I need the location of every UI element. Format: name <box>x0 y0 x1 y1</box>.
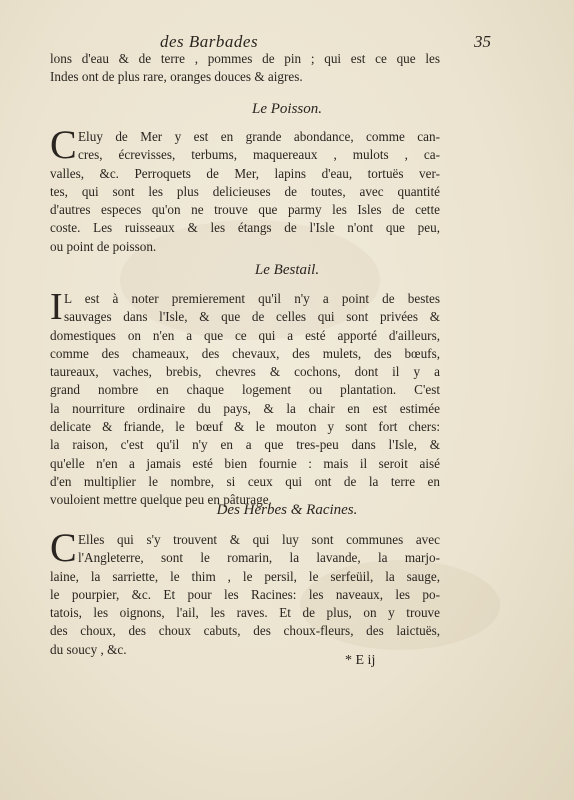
text-line: domestiques on n'en a que ce qui a esté apporté d'ailleurs, <box>50 327 440 343</box>
text-line: lons d'eau & de terre , pommes de pin ; qui est ce que les <box>50 51 440 66</box>
text-line: coste. Les ruisseaux & les étangs de l'Isle n'ont que peu, <box>50 220 440 236</box>
text-line: Indes ont de plus rare, oranges douces & aigres. <box>50 69 303 85</box>
text-line: la nourriture ordinaire du pays, & la chair en est estimée <box>50 400 440 416</box>
text-line: Eluy de Mer y est en grande abondance, comme can- <box>78 129 440 144</box>
text-line: delicate & friande, le bœuf & le mouton y sont fort chers: <box>50 419 440 435</box>
section-heading-bestail: Le Bestail. <box>254 262 320 278</box>
text-line: tes, qui sont les plus delicieuses de toutes, avec quantité <box>50 183 440 199</box>
drop-cap: C <box>50 525 77 570</box>
drop-cap: I <box>50 286 63 328</box>
signature-mark: * E ij <box>345 653 376 668</box>
text-line: cres, écrevisses, terbums, maquereaux , mulots , ca- <box>78 147 440 163</box>
section-paragraph-herbes <box>50 525 440 659</box>
text-line: comme des chameaux, des chevaux, des mulets, des bœufs, <box>50 345 440 361</box>
section-heading-herbes: Des Herbes & Racines. <box>216 502 358 518</box>
text-line: d'en multiplier le nombre, si ceux qui ont de la terre en <box>50 473 440 489</box>
section-heading-poisson: Le Poisson. <box>251 101 322 117</box>
text-line: L est à noter premierement qu'il n'y a point de bestes <box>64 291 440 306</box>
text-line: taureaux, vaches, brebis, chevres & cochons, dont il y a <box>50 364 440 380</box>
section-paragraph-poisson <box>50 122 440 256</box>
text-line: tatois, les oignons, l'ail, les raves. Et de plus, on y trouve <box>50 605 440 621</box>
text-line: la raison, c'est qu'il n'y en a que tres-peu dans l'Isle, & <box>50 437 440 453</box>
text-line: sauvages dans l'Isle, & que de celles qui sont privées & <box>64 309 440 325</box>
text-line: d'autres especes qu'on ne trouve que parmy les Isles de cette <box>50 202 440 218</box>
running-head-title: des Barbades <box>160 32 259 51</box>
text-line: l'Angleterre, sont le romarin, la lavande, la marjo- <box>78 550 440 566</box>
text-line: qu'elle n'en a jamais esté bien fournie : mais il seroit aisé <box>50 455 440 471</box>
text-line: valles, &c. Perroquets de Mer, lapins d'eau, tortuës ver- <box>50 165 440 181</box>
page-number: 35 <box>474 32 491 51</box>
text-line: du soucy , &c. <box>50 641 127 657</box>
text-line: des choux, des choux cabuts, des choux-fleurs, des laictuës, <box>50 623 440 639</box>
running-head <box>0 32 574 52</box>
text-line: ou point de poisson. <box>50 238 157 254</box>
text-line: vouloient mettre quelque peu en pâturage. <box>50 492 272 508</box>
intro-paragraph <box>50 50 440 87</box>
text-line: grand nombre en chaque logement ou plantation. C'est <box>50 382 440 398</box>
section-paragraph-bestail <box>50 286 440 510</box>
text-line: laine, la sarriette, le thim , le persil, le serfeüil, la sauge, <box>50 568 440 584</box>
text-line: Elles qui s'y trouvent & qui luy sont communes avec <box>78 532 440 547</box>
drop-cap: C <box>50 122 77 167</box>
text-line: le pourpier, &c. Et pour les Racines: les naveaux, les po- <box>50 586 440 602</box>
